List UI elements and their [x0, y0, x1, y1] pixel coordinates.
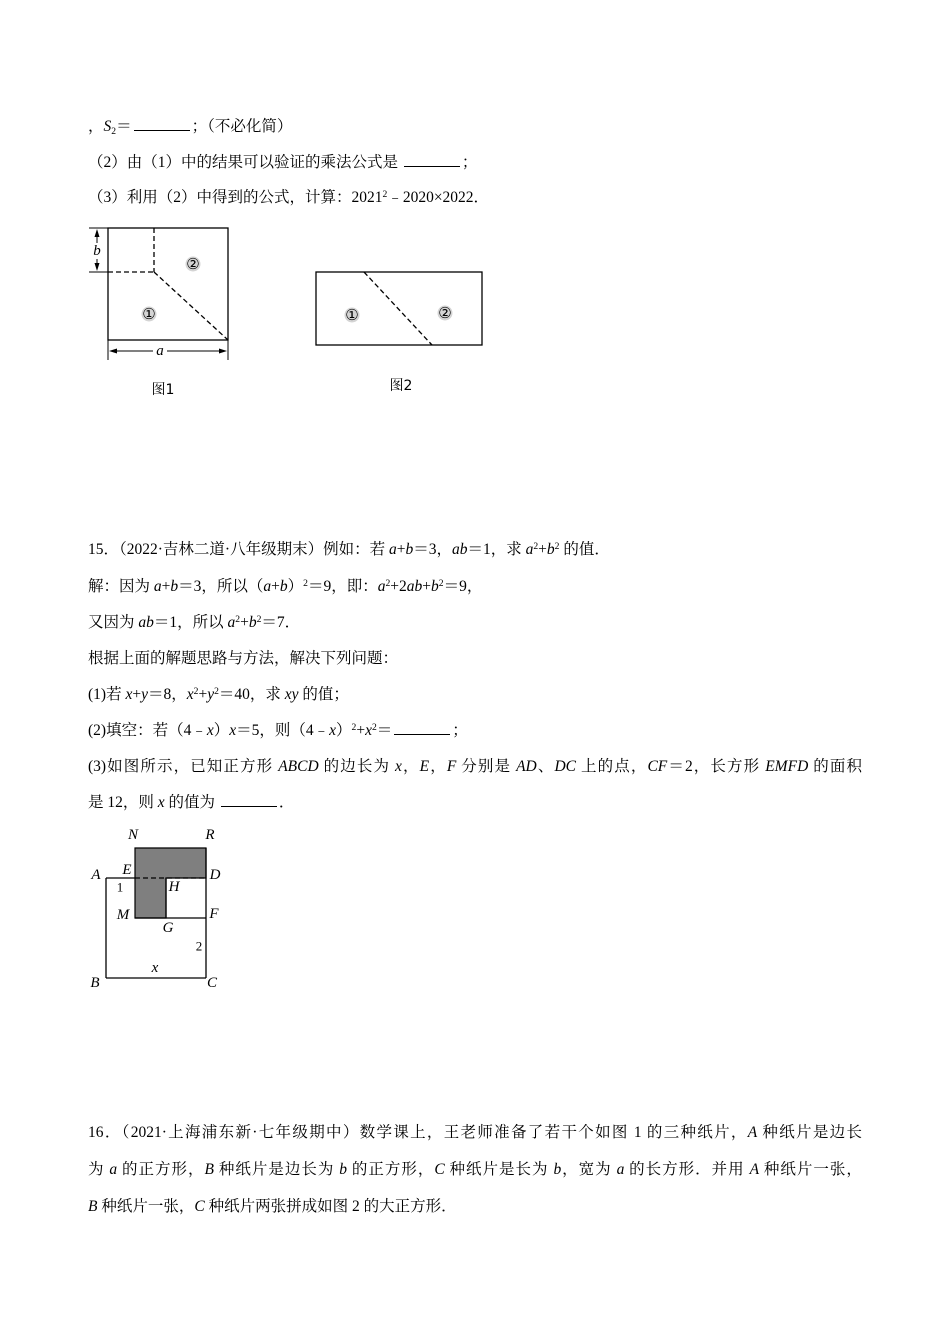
text-run: ） — [336, 722, 352, 739]
question-15-instruction — [88, 648, 398, 670]
superscript: 2 — [214, 685, 219, 697]
text-run: ＝5，则（4﹣ — [236, 722, 330, 739]
superscript: 2 — [438, 577, 444, 589]
text-run: ， — [429, 758, 447, 775]
text-run: ＝3，所以（ — [178, 578, 264, 595]
text-run: 的值为 — [164, 794, 219, 811]
text-run: ＝1，所以 — [153, 614, 228, 631]
question-15-stem — [88, 539, 610, 561]
question-16-line-1 — [88, 1122, 862, 1144]
math-variable: x — [395, 758, 402, 775]
text-run: ＝9， — [443, 578, 483, 595]
math-variable: S — [103, 118, 112, 135]
math-variable: x — [329, 722, 337, 739]
text-run: ﹣2020×2022． — [387, 189, 490, 206]
text-run: ； — [461, 154, 478, 171]
question-15-part-3-line-2 — [88, 792, 294, 814]
point-label-m: M — [116, 907, 130, 923]
math-variable: y — [141, 686, 148, 703]
math-variable: a — [388, 541, 397, 558]
math-variable: B — [88, 1198, 98, 1215]
text-run: ＝ — [116, 118, 132, 135]
dimension-b-label: b — [93, 243, 101, 259]
text-run: 15．（2022·吉林二道·八年级期末）例如：若 — [88, 541, 389, 558]
subscript: 2 — [111, 125, 117, 137]
math-variable: x — [186, 686, 194, 703]
point-label-c: C — [206, 975, 218, 991]
math-variable: a — [377, 578, 386, 595]
math-variable: F — [446, 758, 457, 775]
math-variable: b — [546, 541, 555, 558]
question-15-solution-line-2 — [88, 612, 300, 634]
answer-blank — [221, 792, 277, 807]
text-run: ＝40，求 — [218, 686, 285, 703]
math-variable: a — [616, 1161, 625, 1178]
text-run: ；（不必化简） — [191, 118, 293, 135]
answer-blank — [404, 152, 460, 167]
math-variable: B — [204, 1161, 214, 1178]
dimension-b-arrowhead-top — [95, 229, 100, 237]
text-run: ． — [278, 794, 295, 811]
text-run: + — [538, 541, 547, 558]
text-run: （3）利用（2）中得到的公式，计算：2021 — [88, 189, 383, 206]
text-run: 种纸片两张拼成如图 2 的大正方形． — [204, 1198, 457, 1215]
point-label-d: D — [209, 867, 221, 883]
math-variable: A — [749, 1161, 760, 1178]
text-run: (2)填空：若（4﹣ — [88, 722, 207, 739]
region-2-label: ② — [438, 304, 452, 322]
text-run: ） — [213, 722, 230, 739]
text-run: + — [240, 614, 249, 631]
point-label-e: E — [122, 862, 132, 878]
text-run: + — [422, 578, 432, 595]
math-variable: b — [405, 541, 414, 558]
superscript: 2 — [193, 685, 199, 697]
superscript: 2 — [256, 613, 262, 625]
text-run: 种纸片一张， — [97, 1198, 195, 1215]
text-run: 解：因为 — [88, 578, 154, 595]
math-variable: b — [279, 578, 288, 595]
math-variable: y — [207, 686, 215, 703]
superscript: 2 — [385, 577, 391, 589]
text-run: 的边长为 — [318, 758, 396, 775]
question-15-part-3-line-1 — [88, 756, 862, 778]
math-variable: ab — [406, 578, 423, 595]
math-variable: a — [263, 578, 272, 595]
figure-2-dashed-diagonal — [364, 272, 432, 345]
superscript: 2 — [554, 540, 560, 552]
math-variable: CF — [647, 758, 668, 775]
length-label-ae: 1 — [116, 879, 124, 895]
math-variable: x — [206, 722, 214, 739]
math-variable: x — [229, 722, 237, 739]
text-run: ； — [452, 722, 468, 739]
text-run: 16．（2021·上海浦东新·七年级期中）数学课上，王老师准备了若干个如图 1 的三种纸片， — [88, 1124, 748, 1141]
math-variable: b — [170, 578, 179, 595]
text-run: 上的点， — [576, 758, 648, 775]
point-label-h: H — [168, 879, 180, 895]
text-run: ） — [287, 578, 304, 595]
math-variable: b — [431, 578, 439, 595]
math-variable: E — [419, 758, 430, 775]
text-run: ＝1，求 — [467, 541, 526, 558]
figure-2 — [305, 262, 495, 397]
figure-2-rectangle — [316, 272, 482, 345]
region-1-label: ① — [142, 305, 156, 323]
math-variable: a — [525, 541, 534, 558]
text-run: + — [161, 578, 171, 595]
math-variable: x — [365, 722, 372, 739]
text-run: (3)如图所示，已知正方形 — [88, 758, 279, 775]
text-run: +2 — [390, 578, 407, 595]
superscript: 2 — [235, 613, 241, 625]
question-14-part-3 — [88, 187, 489, 209]
math-variable: ABCD — [278, 758, 319, 775]
point-label-r: R — [205, 827, 215, 843]
text-run: 根据上面的解题思路与方法，解决下列问题： — [88, 650, 399, 667]
dimension-a-label: a — [156, 343, 164, 359]
text-run: 的值． — [559, 541, 610, 558]
side-label-bc: x — [151, 960, 159, 976]
text-run: ＝7． — [261, 614, 301, 631]
math-variable: EMFD — [765, 758, 809, 775]
math-variable: xy — [284, 686, 299, 703]
math-variable: ab — [451, 541, 468, 558]
region-1-label: ① — [345, 306, 359, 324]
question-14-part-1-tail — [88, 116, 292, 138]
text-run: ＝9，即： — [307, 578, 378, 595]
point-label-g: G — [162, 920, 174, 936]
text-run: 的面积 — [808, 758, 862, 775]
figure-1-dashed-diagonal — [154, 272, 228, 340]
question-15-part-1 — [88, 684, 349, 706]
point-label-b: B — [90, 975, 100, 991]
region-2-label: ② — [186, 255, 200, 273]
math-variable: a — [109, 1161, 118, 1178]
text-run: 的正方形， — [346, 1161, 435, 1178]
math-variable: a — [153, 578, 162, 595]
superscript: 2 — [371, 721, 377, 733]
text-run: ，宽为 — [561, 1161, 617, 1178]
text-run: 分别是 — [456, 758, 517, 775]
question-15-part-2 — [88, 720, 468, 742]
math-variable: C — [434, 1161, 445, 1178]
text-run: + — [271, 578, 280, 595]
text-run: 的长方形．并用 — [624, 1161, 750, 1178]
figure-2-caption: 图2 — [389, 378, 413, 394]
text-run: ， — [88, 118, 104, 135]
math-variable: DC — [554, 758, 577, 775]
question-15-solution-line-1 — [88, 576, 482, 598]
question-16-line-2 — [88, 1159, 862, 1181]
point-label-n: N — [127, 827, 139, 843]
length-label-cf: 2 — [195, 938, 203, 954]
dimension-b-arrowhead-bottom — [95, 263, 100, 271]
superscript: 2 — [303, 577, 308, 589]
math-variable: A — [747, 1124, 758, 1141]
text-run: (1)若 — [88, 686, 126, 703]
figure-1 — [85, 220, 245, 400]
text-run: （2）由（1）中的结果可以验证的乘法公式是 — [88, 154, 402, 171]
math-variable: b — [553, 1161, 562, 1178]
text-run: ＝3， — [413, 541, 452, 558]
text-run: 种纸片一张， — [759, 1161, 862, 1178]
text-run: 种纸片是长为 — [444, 1161, 554, 1178]
text-run: 是 12，则 — [88, 794, 158, 811]
dimension-a-arrowhead-right — [219, 349, 227, 354]
answer-blank — [134, 116, 190, 131]
math-variable: x — [125, 686, 133, 703]
math-variable: ab — [138, 614, 154, 631]
text-run: + — [132, 686, 142, 703]
point-label-f: F — [209, 906, 219, 922]
math-variable: AD — [516, 758, 537, 775]
math-variable: x — [157, 794, 165, 811]
dimension-a-arrowhead-left — [109, 349, 117, 354]
point-label-a: A — [91, 867, 101, 883]
text-run: ＝2，长方形 — [667, 758, 766, 775]
math-variable: a — [227, 614, 236, 631]
text-run: ， — [401, 758, 420, 775]
text-run: + — [356, 722, 366, 739]
text-run: 、 — [536, 758, 555, 775]
math-variable: C — [194, 1198, 205, 1215]
text-run: ＝ — [376, 722, 393, 739]
question-14-part-2 — [88, 152, 477, 174]
text-run: 种纸片是边长 — [757, 1124, 862, 1141]
math-variable: b — [339, 1161, 347, 1178]
question-16-line-3 — [88, 1196, 457, 1218]
answer-blank — [394, 720, 450, 735]
text-run: 的正方形， — [117, 1161, 205, 1178]
superscript: 2 — [382, 188, 388, 200]
text-run: + — [198, 686, 208, 703]
math-variable: b — [248, 614, 257, 631]
text-run: + — [396, 541, 406, 558]
text-run: 又因为 — [88, 614, 139, 631]
superscript: 2 — [533, 540, 539, 552]
figure-1-caption: 图1 — [151, 382, 175, 398]
text-run: ＝8， — [147, 686, 187, 703]
text-run: 为 — [88, 1161, 110, 1178]
superscript: 2 — [351, 721, 357, 733]
text-run: 的值； — [298, 686, 349, 703]
text-run: 种纸片是边长为 — [213, 1161, 340, 1178]
figure-square-abcd — [85, 822, 225, 994]
